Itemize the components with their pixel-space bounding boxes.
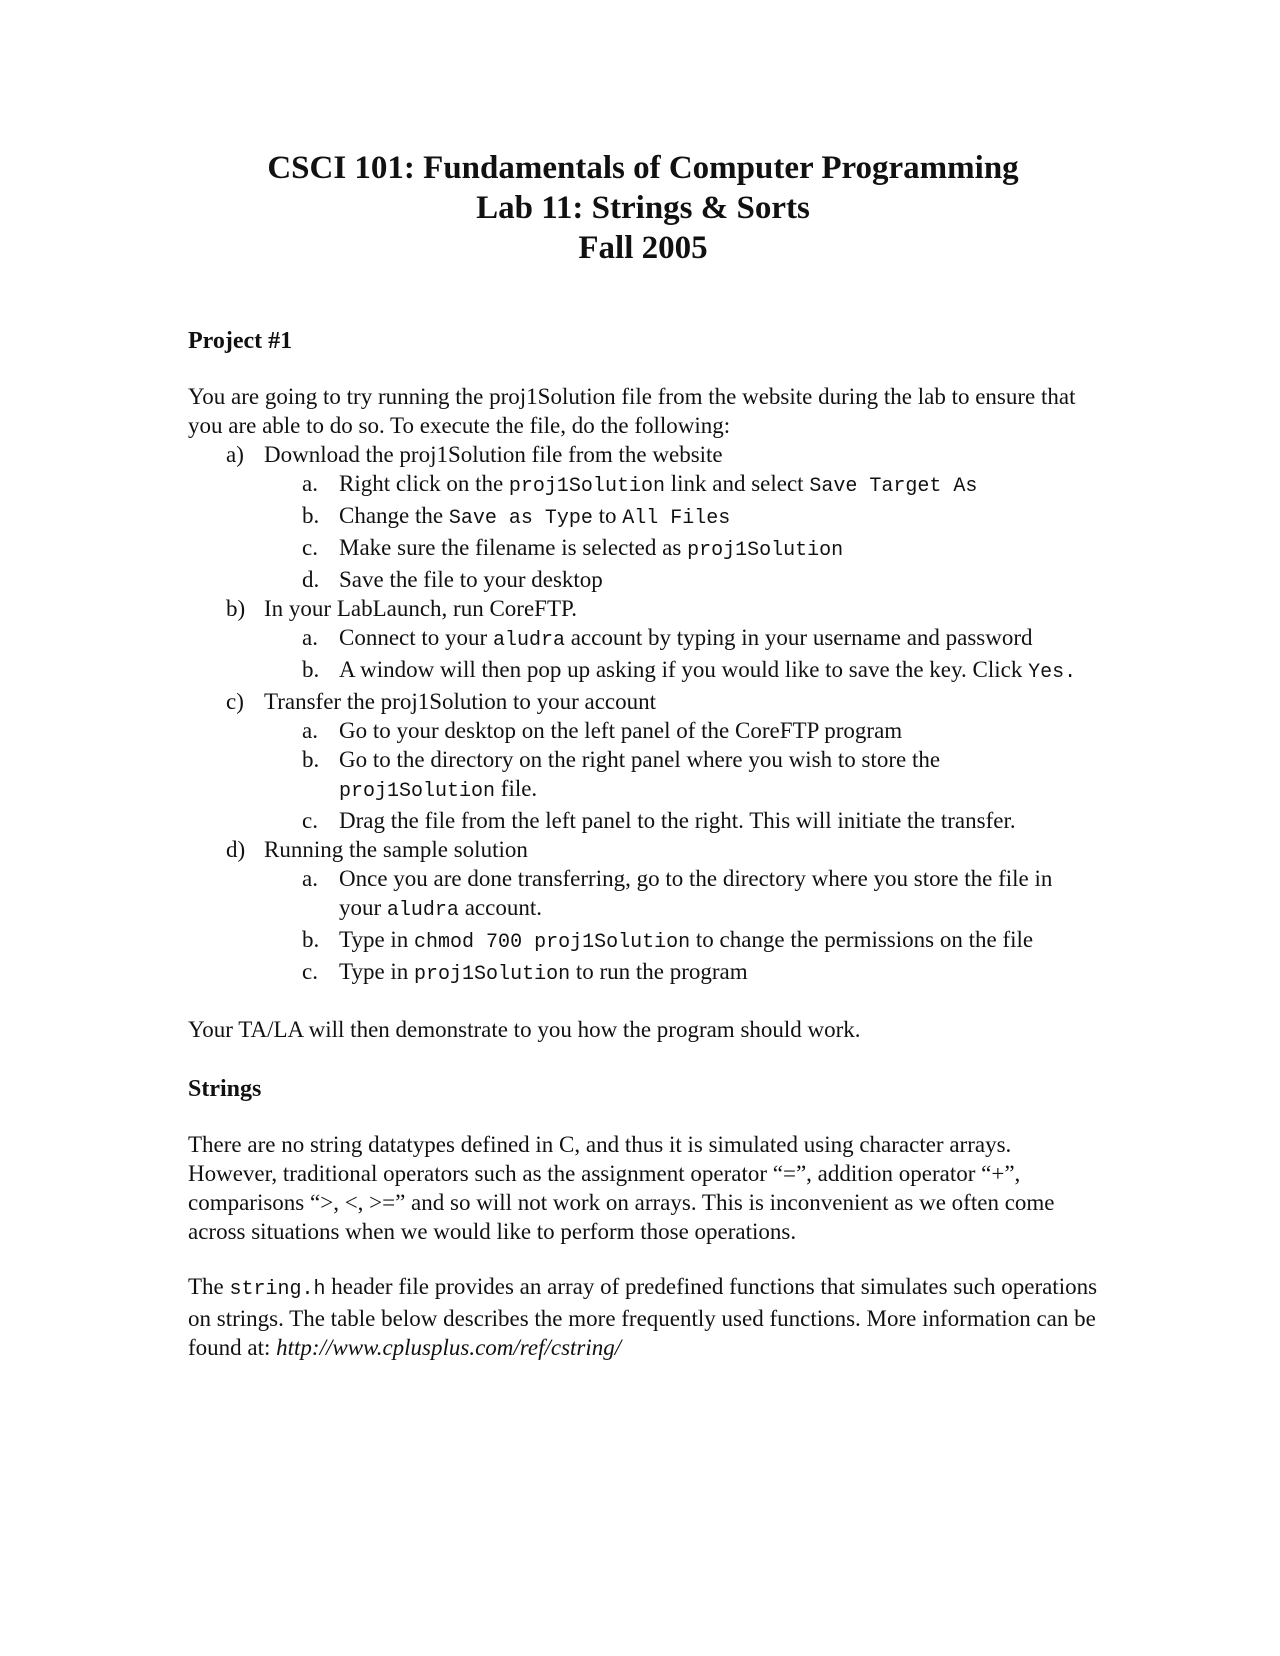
substep-text: Drag the file from the left panel to the right. This will initiate the transfer. <box>339 808 1016 833</box>
project1-outro: Your TA/LA will then demonstrate to you how the program should work. <box>188 1017 861 1042</box>
substep <box>302 864 1098 925</box>
substeps <box>264 716 1098 835</box>
substep <box>302 925 1098 957</box>
substep-marker: b. <box>302 927 320 952</box>
code-text: proj1Solution <box>414 963 571 986</box>
substep <box>302 957 1098 989</box>
code-text: string.h <box>229 1278 326 1301</box>
substep-text: file. <box>495 776 538 801</box>
project1-intro: You are going to try running the proj1Solution file from the website during the lab to ensure that you are able to do so. To execute the file, do the following: <box>188 384 1076 438</box>
substep-text: Connect to your <box>339 625 493 650</box>
step-marker: d) <box>226 837 246 862</box>
code-text: Save Target As <box>809 475 978 498</box>
step-text: Download the proj1Solution file from the website <box>264 442 723 467</box>
code-text: proj1Solution <box>687 539 844 562</box>
strings-paragraph-2 <box>188 1272 1098 1362</box>
substep-text: account. <box>458 895 542 920</box>
step-c <box>226 687 1098 835</box>
code-text: proj1Solution <box>339 780 496 803</box>
substeps <box>264 864 1098 989</box>
code-text: Yes. <box>1028 661 1077 684</box>
step-marker: b) <box>226 596 246 621</box>
reference-link[interactable]: http://www.cplusplus.com/ref/cstring/ <box>276 1335 622 1360</box>
step-a <box>226 440 1098 594</box>
substep-text: A window will then pop up asking if you would like to save the key. Click <box>339 657 1029 682</box>
step-marker: a) <box>226 442 244 467</box>
substeps <box>264 623 1098 687</box>
substep-text: to change the permissions on the file <box>690 927 1034 952</box>
substep-text: to run the program <box>570 959 748 984</box>
term-title: Fall 2005 <box>578 230 708 266</box>
step-text: Running the sample solution <box>264 837 528 862</box>
substep-marker: c. <box>302 808 318 833</box>
code-text: aludra <box>492 629 565 652</box>
substep-text: Type in <box>339 959 415 984</box>
step-text: Transfer the proj1Solution to your account <box>264 689 657 714</box>
step-marker: c) <box>226 689 244 714</box>
project1-steps <box>188 440 1098 989</box>
code-text: All Files <box>622 507 731 530</box>
step-d <box>226 835 1098 989</box>
substep-marker: b. <box>302 503 320 528</box>
substeps <box>264 469 1098 594</box>
substep <box>302 469 1098 501</box>
paragraph-text: The <box>188 1274 230 1299</box>
paragraph-text: header file provides an array of predefined functions that simulates such operations on strings. The table below describes the more frequently used functions. More information can be found at: <box>188 1274 1098 1360</box>
substep <box>302 565 1098 594</box>
substep-marker: a. <box>302 718 318 743</box>
step-b <box>226 594 1098 687</box>
substep-text: Change the <box>339 503 449 528</box>
substep <box>302 533 1098 565</box>
substep-text: Right click on the <box>339 471 509 496</box>
substep <box>302 655 1098 687</box>
lab-title: Lab 11: Strings & Sorts <box>476 190 810 226</box>
document-title <box>188 148 1098 268</box>
substep-marker: a. <box>302 625 318 650</box>
substep <box>302 745 1098 806</box>
course-title: CSCI 101: Fundamentals of Computer Programming <box>267 150 1019 186</box>
substep-text: Type in <box>339 927 415 952</box>
substep-marker: c. <box>302 535 318 560</box>
substep <box>302 501 1098 533</box>
strings-paragraph-1: There are no string datatypes defined in C, and thus it is simulated using character arrays. However, traditional operators such as the assignment operator “=”, addition operator “+”, comparisons “>, <, >=” and so will not work on arrays. This is inconvenient as we often come across situations when we would like to perform those operations. <box>188 1132 1055 1244</box>
code-text: proj1Solution <box>508 475 665 498</box>
substep-text: Once you are done transferring, go to the directory where you store the file in your <box>339 866 1053 920</box>
substep-text: link and select <box>664 471 810 496</box>
substep-marker: d. <box>302 567 320 592</box>
substep-text: Make sure the filename is selected as <box>339 535 688 560</box>
substep-text: account by typing in your username and password <box>564 625 1033 650</box>
substep-marker: a. <box>302 866 318 891</box>
substep <box>302 623 1098 655</box>
substep-text: Save the file to your desktop <box>339 567 603 592</box>
code-text: Save as Type <box>448 507 593 530</box>
substep <box>302 716 1098 745</box>
step-text: In your LabLaunch, run CoreFTP. <box>264 596 577 621</box>
substep-text: Go to the directory on the right panel where you wish to store the <box>339 747 941 772</box>
substep-marker: c. <box>302 959 318 984</box>
project1-heading: Project #1 <box>188 328 293 354</box>
substep-marker: a. <box>302 471 318 496</box>
substep-marker: b. <box>302 747 320 772</box>
substep-marker: b. <box>302 657 320 682</box>
strings-heading: Strings <box>188 1076 262 1102</box>
code-text: aludra <box>386 899 459 922</box>
substep-text: to <box>592 503 623 528</box>
document-page <box>188 148 1098 1362</box>
substep <box>302 806 1098 835</box>
code-text: chmod 700 proj1Solution <box>414 931 691 954</box>
substep-text: Go to your desktop on the left panel of the CoreFTP program <box>339 718 903 743</box>
